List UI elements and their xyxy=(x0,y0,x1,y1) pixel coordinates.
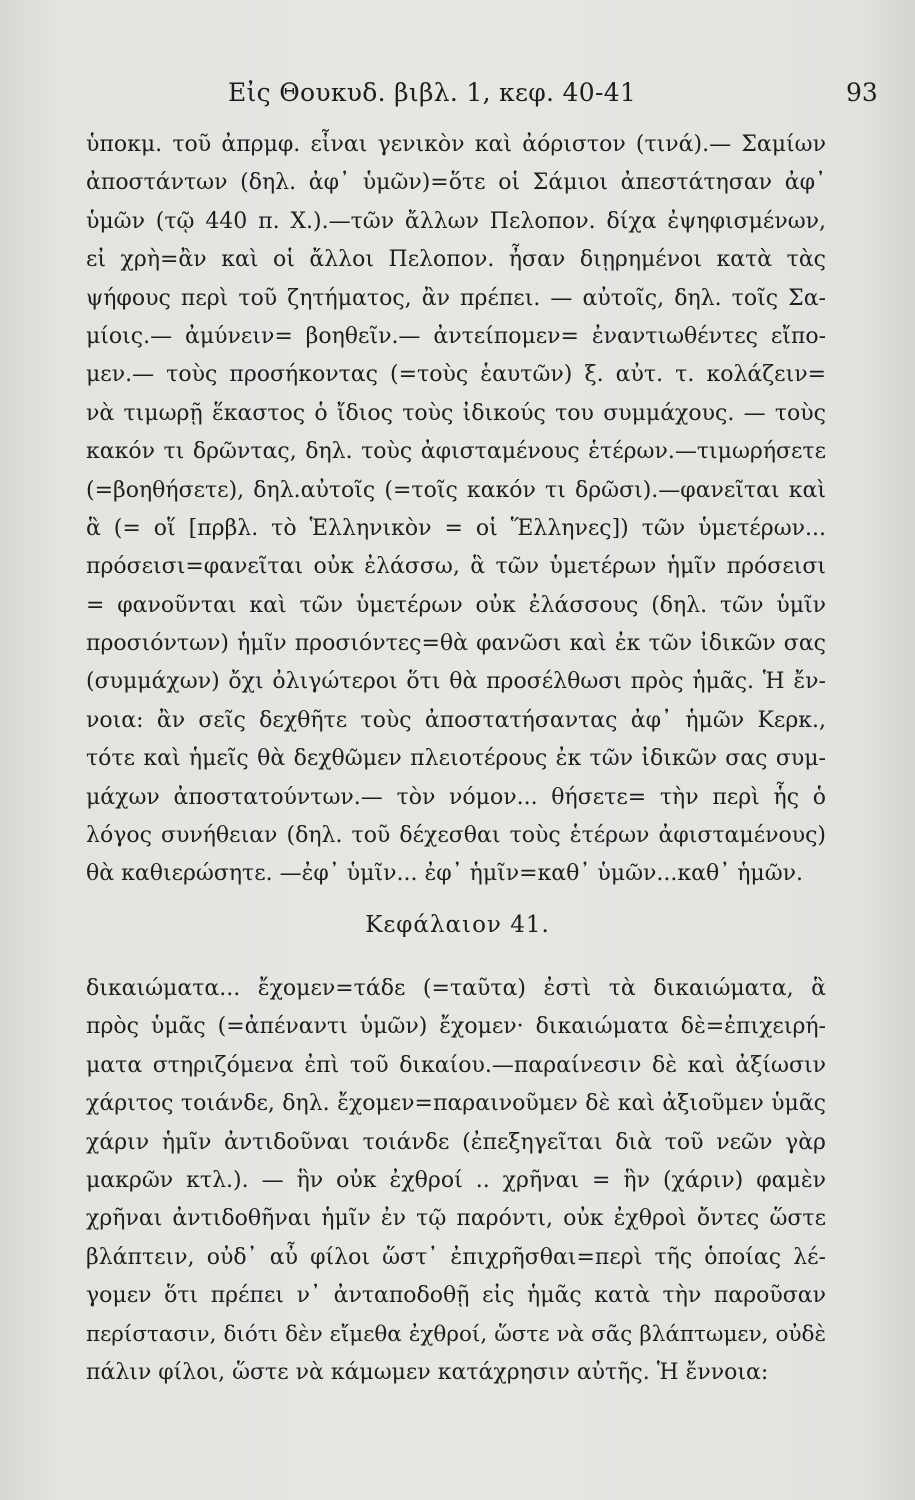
text-line: μάχων ἀποστατούντων.— τὸν νόμον... θήσετε= τὴν περὶ ἧς ὁ xyxy=(86,784,826,810)
text-line: λόγος συνήθειαν (δηλ. τοῦ δέχεσθαι τοὺς ἑτέρων ἀφισταμένους) xyxy=(86,823,826,849)
text-line: πάλιν φίλοι, ὥστε νὰ κάμωμεν κατάχρησιν αὐτῆς. Ἡ ἔννοια: xyxy=(86,1359,769,1385)
text-line: ὑποκμ. τοῦ ἀπρμφ. εἶναι γενικὸν καὶ ἀόριστον (τινά).— Σαμίων xyxy=(86,132,826,157)
text-line: κακόν τι δρῶντας, δηλ. τοὺς ἀφισταμένους ἑτέρων.—τιμωρήσετε xyxy=(86,439,826,465)
page-header xyxy=(0,78,915,118)
text-line: ἀποστάντων (δηλ. ἀφ᾽ ὑμῶν)=ὅτε οἱ Σάμιοι ἀπεστάτησαν ἀφ᾽ xyxy=(86,170,826,196)
text-line: χάριτος τοιάνδε, δηλ. ἔχομεν=παραινοῦμεν δὲ καὶ ἀξιοῦμεν ὑμᾶς xyxy=(86,1091,826,1117)
text-line: πρὸς ὑμᾶς (=ἀπέναντι ὑμῶν) ἔχομεν· δικαιώματα δὲ=ἐπιχειρή- xyxy=(86,1014,826,1040)
text-line: ἃ (= οἵ [πρβλ. τὸ Ἑλληνικὸν = οἱ Ἕλληνες]) τῶν ὑμετέρων... xyxy=(86,515,826,541)
text-line: χάριν ἡμῖν ἀντιδοῦναι τοιάνδε (ἐπεξηγεῖται διὰ τοῦ νεῶν γὰρ xyxy=(86,1129,826,1155)
page-number: 93 xyxy=(846,78,878,107)
text-line: ὑμῶν (τῷ 440 π. Χ.).—τῶν ἄλλων Πελοπον. δίχα ἐψηφισμένων, xyxy=(86,208,826,234)
text-line: θὰ καθιερώσητε. —ἐφ᾽ ὑμῖν... ἐφ᾽ ἡμῖν=καθ᾽ ὑμῶν...καθ᾽ ἡμῶν. xyxy=(86,861,803,887)
commentary-block xyxy=(86,126,826,894)
text-line: ματα στηριζόμενα ἐπὶ τοῦ δικαίου.—παραίνεσιν δὲ καὶ ἀξίωσιν xyxy=(86,1052,826,1078)
text-line: ψήφους περὶ τοῦ ζητήματος, ἂν πρέπει. — αὐτοῖς, δηλ. τοῖς Σα- xyxy=(86,285,826,311)
text-line: περίστασιν, διότι δὲν εἴμεθα ἐχθροί, ὥστε νὰ σᾶς βλάπτωμεν, οὐδὲ xyxy=(86,1321,826,1347)
text-line: νοια: ἂν σεῖς δεχθῆτε τοὺς ἀποστατήσαντας ἀφ᾽ ἡμῶν Κερκ., xyxy=(86,707,826,733)
chapter-heading: Κεφάλαιον 41. xyxy=(365,912,550,938)
text-line: τότε καὶ ἡμεῖς θὰ δεχθῶμεν πλειοτέρους ἐκ τῶν ἰδικῶν σας συμ- xyxy=(86,746,826,772)
text-line: προσιόντων) ἡμῖν προσιόντες=θὰ φανῶσι καὶ ἐκ τῶν ἰδικῶν σας xyxy=(86,631,826,657)
text-line: χρῆναι ἀντιδοθῆναι ἡμῖν ἐν τῷ παρόντι, οὐκ ἐχθροὶ ὄντες ὥστε xyxy=(86,1206,826,1232)
text-line: βλάπτειν, οὐδ᾽ αὖ φίλοι ὥστ᾽ ἐπιχρῆσθαι=περὶ τῆς ὁποίας λέ- xyxy=(86,1244,826,1270)
text-line: μακρῶν κτλ.). — ἣν οὐκ ἐχθροί .. χρῆναι = ἣν (χάριν) φαμὲν xyxy=(86,1167,826,1193)
running-head: Εἰς Θουκυδ. βιβλ. 1, κεφ. 40-41 xyxy=(228,78,637,107)
text-line: εἰ χρὴ=ἂν καὶ οἱ ἄλλοι Πελοπον. ἦσαν διῃρημένοι κατὰ τὰς xyxy=(86,247,826,273)
text-line: μίοις.— ἀμύνειν= βοηθεῖν.— ἀντείπομεν= ἐναντιωθέντες εἴπο- xyxy=(86,323,826,349)
text-line: γομεν ὅτι πρέπει ν᾽ ἀνταποδοθῇ εἰς ἡμᾶς κατὰ τὴν παροῦσαν xyxy=(86,1283,826,1309)
text-line: (=βοηθήσετε), δηλ.αὐτοῖς (=τοῖς κακόν τι δρῶσι).—φανεῖται καὶ xyxy=(86,477,826,503)
text-line: νὰ τιμωρῇ ἕκαστος ὁ ἴδιος τοὺς ἰδικούς του συμμάχους. — τοὺς xyxy=(86,400,826,426)
text-line: (συμμάχων) ὄχι ὀλιγώτεροι ὅτι θὰ προσέλθωσι πρὸς ἡμᾶς. Ἡ ἔν- xyxy=(86,669,826,695)
text-line: = φανοῦνται καὶ τῶν ὑμετέρων οὐκ ἐλάσσους (δηλ. τῶν ὑμῖν xyxy=(86,592,826,618)
chapter-block xyxy=(86,970,826,1392)
text-line: μεν.— τοὺς προσήκοντας (=τοὺς ἑαυτῶν) ξ. αὐτ. τ. κολάζειν= xyxy=(86,362,826,388)
text-line: δικαιώματα... ἔχομεν=τάδε (=ταῦτα) ἐστὶ τὰ δικαιώματα, ἃ xyxy=(86,976,826,1001)
text-line: πρόσεισι=φανεῖται οὐκ ἐλάσσω, ἃ τῶν ὑμετέρων ἡμῖν πρόσεισι xyxy=(86,554,826,580)
